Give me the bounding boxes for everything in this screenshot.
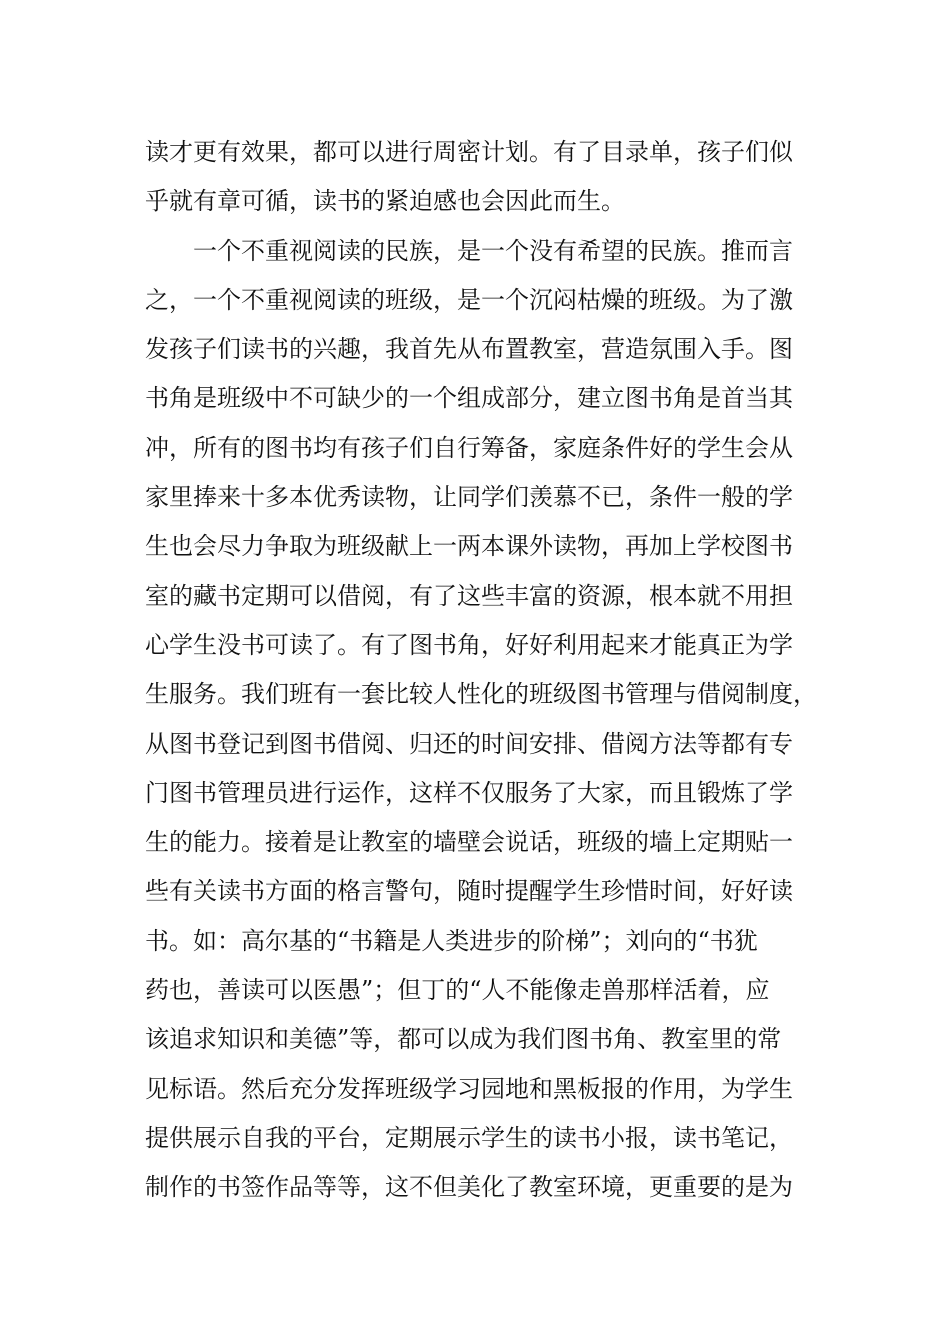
text-line: 提供展示自我的平台，定期展示学生的读书小报，读书笔记， [145,1123,793,1152]
text-line: 生也会尽力争取为班级献上一两本课外读物，再加上学校图书 [145,532,793,561]
text-line: 该追求知识和美德”等，都可以成为我们图书角、教室里的常 [145,1025,782,1054]
text-line: 乎就有章可循，读书的紧迫感也会因此而生。 [145,187,625,216]
text-line: 些有关读书方面的格言警句，随时提醒学生珍惜时间，好好读 [145,877,793,906]
text-line: 发孩子们读书的兴趣，我首先从布置教室，营造氛围入手。图 [145,335,793,364]
text-line: 书。如：高尔基的“书籍是人类进步的阶梯”；刘向的“书犹 [145,926,758,955]
text-line: 见标语。然后充分发挥班级学习园地和黑板报的作用，为学生 [145,1074,793,1103]
text-line: 读才更有效果，都可以进行周密计划。有了目录单，孩子们似 [145,138,793,166]
text-line: 生的能力。接着是让教室的墙壁会说话，班级的墙上定期贴一 [145,828,793,857]
body-text [145,128,835,1213]
text-line: 家里捧来十多本优秀读物，让同学们羡慕不已，条件一般的学 [145,483,793,512]
text-line: 生服务。我们班有一套比较人性化的班级图书管理与借阅制度， [145,680,817,709]
text-line: 之，一个不重视阅读的班级，是一个沉闷枯燥的班级。为了激 [145,285,793,314]
text-line: 制作的书签作品等等，这不但美化了教室环境，更重要的是为 [145,1173,793,1202]
text-line: 室的藏书定期可以借阅，有了这些丰富的资源，根本就不用担 [145,581,793,610]
text-line: 心学生没书可读了。有了图书角，好好利用起来才能真正为学 [145,630,793,659]
text-line: 门图书管理员进行运作，这样不仅服务了大家，而且锻炼了学 [145,778,793,807]
text-line: 书角是班级中不可缺少的一个组成部分，建立图书角是首当其 [145,384,793,413]
text-line: 药也，善读可以医愚”；但丁的“人不能像走兽那样活着，应 [145,976,770,1005]
text-line: 一个不重视阅读的民族，是一个没有希望的民族。推而言 [145,236,793,265]
text-line: 冲，所有的图书均有孩子们自行筹备，家庭条件好的学生会从 [145,433,793,462]
text-line: 从图书登记到图书借阅、归还的时间安排、借阅方法等都有专 [145,729,793,758]
